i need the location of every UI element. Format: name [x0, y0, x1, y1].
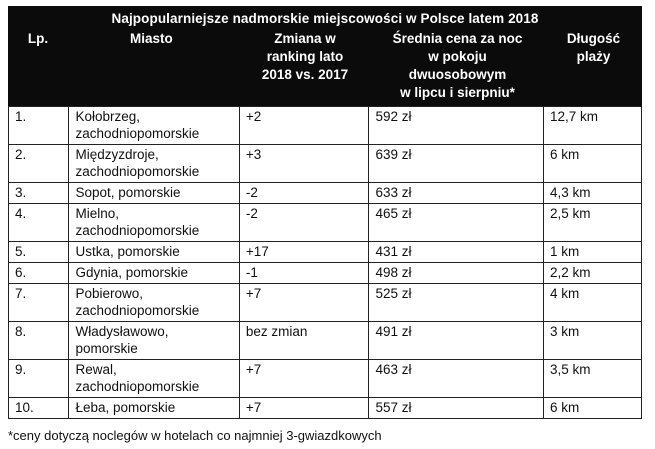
cell-miasto-text: Sopot, pomorskie — [75, 185, 181, 200]
cell-zmiana-text: -1 — [245, 265, 258, 280]
cell-miasto — [69, 284, 239, 322]
cell-zmiana — [239, 107, 369, 145]
cell-lp — [9, 284, 69, 322]
cell-lp-text: 4. — [15, 206, 27, 221]
cell-lp — [9, 242, 69, 263]
cell-cena-text: 463 zł — [375, 362, 412, 377]
cell-lp — [9, 398, 69, 419]
cell-zmiana — [239, 322, 369, 360]
cell-lp — [9, 183, 69, 204]
cell-dlugosc — [544, 183, 642, 204]
cell-zmiana-text: +7 — [245, 286, 262, 301]
cell-cena-text: 465 zł — [375, 206, 412, 221]
cell-zmiana — [239, 204, 369, 242]
header-cena — [370, 30, 545, 102]
cell-cena-text: 639 zł — [375, 147, 412, 162]
header-cena-line: dwuosobowym — [408, 67, 507, 82]
cell-miasto-text: Międzyzdroje, — [75, 147, 159, 162]
cell-zmiana-text: -2 — [245, 185, 258, 200]
cell-cena — [369, 204, 544, 242]
cell-zmiana-text: -2 — [245, 206, 258, 221]
cell-miasto-text: Władysławowo, — [75, 324, 169, 339]
data-table — [8, 106, 642, 419]
cell-lp — [9, 204, 69, 242]
cell-cena — [369, 398, 544, 419]
cell-miasto — [69, 242, 239, 263]
header-cena-line: w lipcu i sierpniu* — [400, 85, 515, 100]
cell-dlugosc — [544, 284, 642, 322]
cell-zmiana — [239, 284, 369, 322]
header-cena-line: w pokoju — [428, 49, 487, 64]
cell-zmiana — [239, 242, 369, 263]
cell-lp-text: 9. — [15, 362, 27, 377]
table-row — [9, 145, 642, 183]
cell-zmiana-text: +17 — [245, 244, 269, 259]
header-zmiana-line: 2018 vs. 2017 — [261, 67, 349, 82]
cell-dlugosc — [544, 263, 642, 284]
cell-dlugosc — [544, 398, 642, 419]
cell-dlugosc — [544, 322, 642, 360]
cell-miasto — [69, 183, 239, 204]
cell-lp-text: 10. — [15, 400, 34, 415]
cell-zmiana-text: +3 — [245, 147, 262, 162]
cell-miasto-text: Ustka, pomorskie — [75, 244, 180, 259]
header-dlugosc-line: Długość — [566, 31, 621, 46]
cell-cena-text: 592 zł — [375, 109, 412, 124]
cell-lp — [9, 360, 69, 398]
cell-dlugosc-text: 12,7 km — [550, 109, 599, 124]
cell-miasto — [69, 398, 239, 419]
table-row — [9, 284, 642, 322]
cell-zmiana — [239, 360, 369, 398]
cell-dlugosc-text: 2,5 km — [550, 206, 591, 221]
cell-lp-text: 8. — [15, 324, 27, 339]
table-row — [9, 204, 642, 242]
header-dlugosc-line: plaży — [576, 49, 611, 64]
cell-cena — [369, 145, 544, 183]
cell-dlugosc — [544, 360, 642, 398]
cell-zmiana-text: bez zmian — [245, 324, 308, 339]
cell-lp — [9, 145, 69, 183]
cell-lp-text: 1. — [15, 109, 27, 124]
cell-dlugosc-text: 3,5 km — [550, 362, 591, 377]
cell-dlugosc — [544, 107, 642, 145]
cell-cena — [369, 107, 544, 145]
cell-miasto-text: zachodniopomorskie — [75, 379, 200, 394]
cell-miasto-text: zachodniopomorskie — [75, 223, 200, 238]
cell-lp-text: 3. — [15, 185, 27, 200]
header-zmiana-line: ranking lato — [266, 49, 344, 64]
cell-dlugosc-text: 4,3 km — [550, 185, 591, 200]
table-row — [9, 183, 642, 204]
cell-lp-text: 2. — [15, 147, 27, 162]
cell-miasto-text: zachodniopomorskie — [75, 164, 200, 179]
table-row — [9, 242, 642, 263]
cell-cena-text: 498 zł — [375, 265, 412, 280]
cell-lp-text: 5. — [15, 244, 27, 259]
cell-miasto — [69, 263, 239, 284]
cell-cena — [369, 183, 544, 204]
cell-dlugosc-text: 4 km — [550, 286, 580, 301]
cell-cena — [369, 322, 544, 360]
header-zmiana — [240, 30, 370, 84]
cell-miasto — [69, 322, 239, 360]
cell-miasto — [69, 360, 239, 398]
table-row — [9, 398, 642, 419]
cell-lp — [9, 107, 69, 145]
cell-dlugosc — [544, 242, 642, 263]
cell-dlugosc-text: 3 km — [550, 324, 580, 339]
table-row — [9, 322, 642, 360]
cell-cena-text: 431 zł — [375, 244, 412, 259]
cell-lp-text: 7. — [15, 286, 27, 301]
header-dlugosc — [545, 30, 642, 66]
cell-zmiana — [239, 398, 369, 419]
cell-miasto — [69, 145, 239, 183]
header-lp: Lp. — [27, 31, 49, 46]
cell-cena — [369, 263, 544, 284]
cell-dlugosc-text: 1 km — [550, 244, 580, 259]
cell-zmiana — [239, 263, 369, 284]
header-zmiana-line: Zmiana w — [274, 31, 336, 46]
footnote: *ceny dotyczą noclegów w hotelach co najmniej 3-gwiazdkowych — [8, 428, 382, 443]
cell-cena — [369, 360, 544, 398]
cell-miasto — [69, 107, 239, 145]
cell-cena — [369, 242, 544, 263]
cell-miasto-text: zachodniopomorskie — [75, 303, 200, 318]
cell-miasto-text: Mielno, — [75, 206, 120, 221]
cell-dlugosc-text: 6 km — [550, 147, 580, 162]
cell-dlugosc — [544, 145, 642, 183]
table-header — [8, 6, 642, 106]
cell-cena — [369, 284, 544, 322]
cell-zmiana-text: +7 — [245, 362, 262, 377]
header-miasto: Miasto — [130, 31, 173, 46]
table-title: Najpopularniejsze nadmorskie miejscowości w Polsce latem 2018 — [111, 11, 539, 26]
cell-miasto-text: zachodniopomorskie — [75, 126, 200, 141]
cell-miasto-text: Rewal, — [75, 362, 117, 377]
table-row — [9, 360, 642, 398]
cell-lp — [9, 263, 69, 284]
cell-zmiana-text: +2 — [245, 109, 262, 124]
cell-zmiana — [239, 183, 369, 204]
table-row — [9, 107, 642, 145]
cell-dlugosc — [544, 204, 642, 242]
header-cena-line: Średnia cena za noc — [392, 31, 523, 46]
cell-lp — [9, 322, 69, 360]
cell-miasto-text: Kołobrzeg, — [75, 109, 141, 124]
cell-lp-text: 6. — [15, 265, 27, 280]
cell-zmiana — [239, 145, 369, 183]
cell-cena-text: 557 zł — [375, 400, 412, 415]
cell-cena-text: 633 zł — [375, 185, 412, 200]
cell-miasto-text: Łeba, pomorskie — [75, 400, 176, 415]
cell-cena-text: 525 zł — [375, 286, 412, 301]
cell-dlugosc-text: 6 km — [550, 400, 580, 415]
cell-miasto-text: pomorskie — [75, 341, 138, 356]
cell-miasto — [69, 204, 239, 242]
cell-cena-text: 491 zł — [375, 324, 412, 339]
cell-dlugosc-text: 2,2 km — [550, 265, 591, 280]
cell-miasto-text: Pobierowo, — [75, 286, 144, 301]
cell-zmiana-text: +7 — [245, 400, 262, 415]
cell-miasto-text: Gdynia, pomorskie — [75, 265, 189, 280]
table-row — [9, 263, 642, 284]
